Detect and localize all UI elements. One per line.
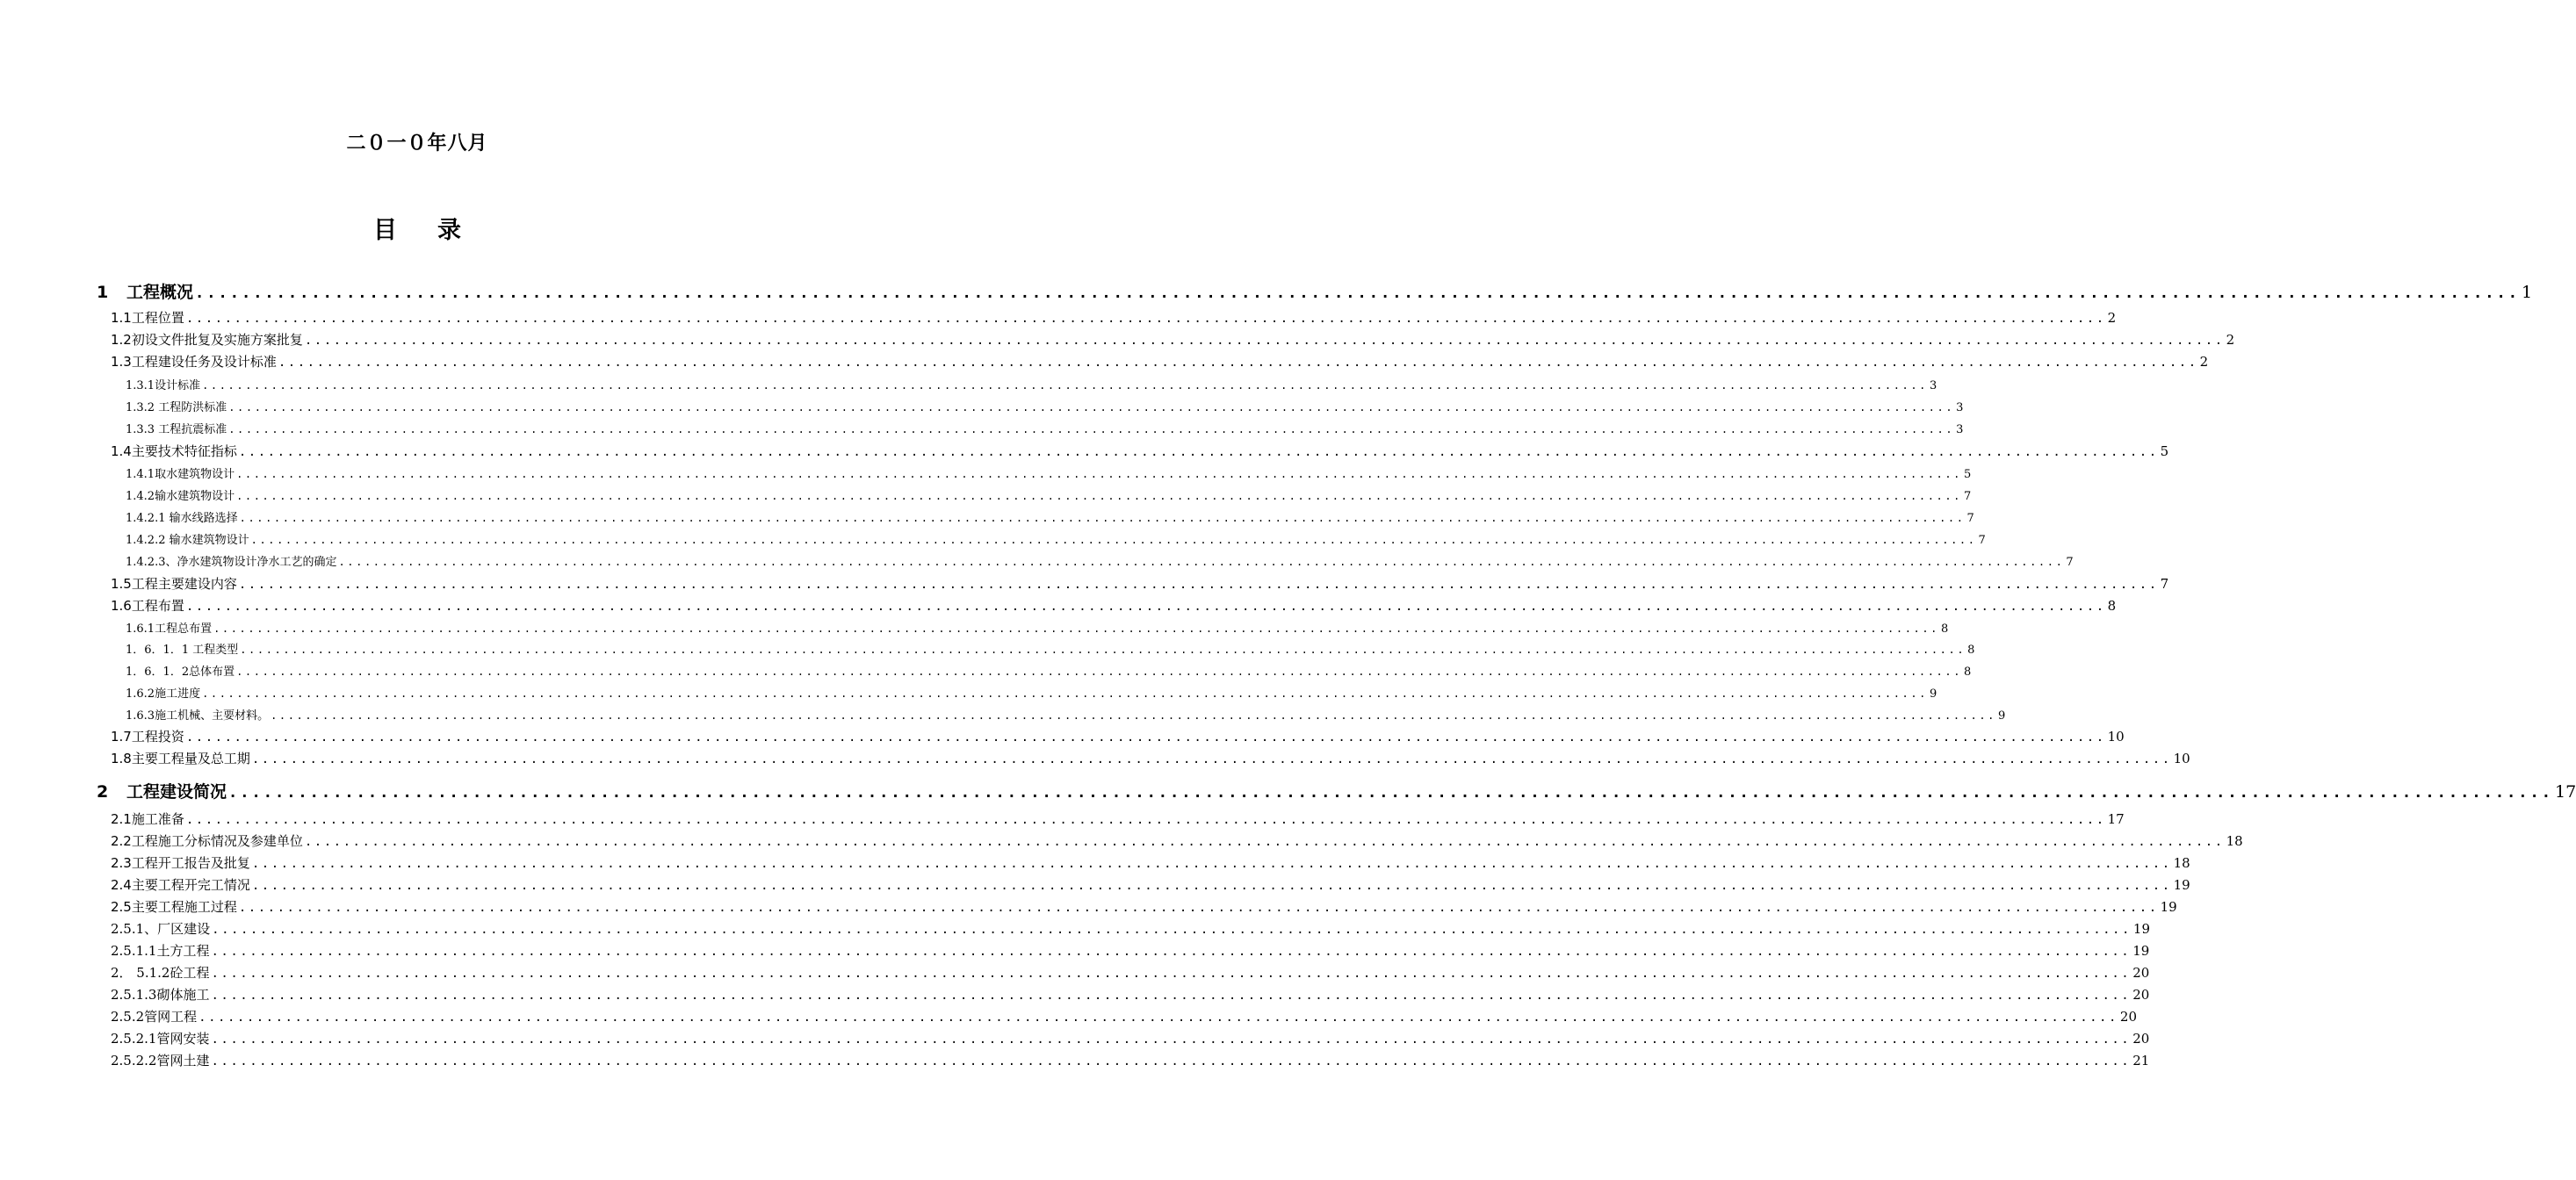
- toc-leader-dots: ........................................................................................................................................................................................................: [185, 813, 2106, 827]
- toc-leader-dots: ........................................................................................................................................................................................................: [211, 989, 2132, 1003]
- document-date: 二０一０年八月: [346, 133, 488, 155]
- toc-entry-page-number: 20: [2132, 1031, 2150, 1047]
- toc-entry-page-number: 8: [1964, 666, 1972, 679]
- toc-entry-number: 1.2: [111, 332, 132, 348]
- toc-entry[interactable]: [126, 552, 2074, 569]
- toc-entry[interactable]: [111, 875, 2190, 894]
- toc-leader-dots: ........................................................................................................................................................................................................: [195, 284, 2520, 302]
- toc-entry-page-number: 2: [2199, 354, 2209, 370]
- toc-entry-page-number: 5: [2160, 443, 2169, 459]
- toc-entry-title: 工程建设简况: [126, 782, 227, 802]
- toc-entry[interactable]: [97, 779, 2576, 802]
- toc-entry-title: 1.4.2.3、净水建筑物设计净水工艺的确定: [126, 556, 337, 569]
- toc-entry-page-number: 21: [2132, 1053, 2150, 1068]
- toc-entry-title: 1.4.2.1 输水线路选择: [126, 512, 238, 525]
- toc-entry-number: 2.1: [111, 811, 132, 827]
- toc-entry-page-number: 10: [2107, 729, 2125, 745]
- toc-entry[interactable]: [111, 831, 2243, 850]
- toc-entry-page-number: 19: [2132, 921, 2151, 937]
- toc-entry[interactable]: [97, 279, 2533, 303]
- toc-leader-dots: ........................................................................................................................................................................................................: [198, 1011, 2118, 1025]
- toc-entry-title: 1.4.1取水建筑物设计: [126, 468, 235, 481]
- toc-entry-page-number: 9: [1998, 709, 2006, 723]
- toc-entry-page-number: 7: [1964, 490, 1972, 503]
- toc-entry[interactable]: [111, 853, 2190, 872]
- toc-entry-page-number: 19: [2132, 943, 2150, 959]
- toc-entry-title: 主要工程施工过程: [131, 899, 237, 915]
- toc-entry-title: 主要工程开完工情况: [131, 877, 250, 893]
- toc-entry[interactable]: [126, 420, 1964, 436]
- toc-leader-dots: ........................................................................................................................................................................................................: [236, 468, 1962, 480]
- toc-entry-title: 2． 5.1.2砼工程: [111, 965, 210, 981]
- toc-entry-title: 1.4.2.2 输水建筑物设计: [126, 534, 249, 547]
- toc-entry-number: 1.4: [111, 443, 132, 459]
- toc-entry[interactable]: [126, 706, 2006, 723]
- toc-entry-title: 施工准备: [131, 811, 184, 827]
- toc-leader-dots: ........................................................................................................................................................................................................: [271, 709, 1996, 722]
- toc-entry-page-number: 18: [2226, 833, 2243, 849]
- toc-entry-title: 主要技术特征指标: [131, 443, 237, 459]
- toc-leader-dots: ........................................................................................................................................................................................................: [202, 379, 1928, 392]
- toc-leader-dots: ........................................................................................................................................................................................................: [211, 1054, 2132, 1068]
- toc-leader-dots: ........................................................................................................................................................................................................: [212, 923, 2132, 937]
- toc-entry-page-number: 7: [1966, 512, 1974, 525]
- toc-entry[interactable]: [126, 398, 1964, 414]
- toc-leader-dots: ........................................................................................................................................................................................................: [211, 1032, 2132, 1047]
- toc-entry-title: 工程投资: [131, 729, 184, 745]
- toc-entry[interactable]: [111, 963, 2150, 982]
- toc-leader-dots: ........................................................................................................................................................................................................: [304, 835, 2225, 849]
- toc-entry[interactable]: [126, 530, 1986, 547]
- toc-entry[interactable]: [111, 727, 2125, 745]
- toc-entry[interactable]: [126, 376, 1937, 392]
- toc-entry-title: 2.5.1、厂区建设: [111, 921, 211, 937]
- toc-leader-dots: ........................................................................................................................................................................................................: [185, 312, 2106, 326]
- toc-entry-title: 1.4.2输水建筑物设计: [126, 490, 235, 503]
- toc-entry-number: 1.3: [111, 354, 132, 370]
- toc-entry-page-number: 7: [2066, 556, 2074, 569]
- toc-entry[interactable]: [111, 308, 2117, 327]
- toc-entry-number: 1.5: [111, 576, 132, 592]
- toc-entry-title: 1．6．1．2总体布置: [126, 666, 235, 679]
- toc-entry[interactable]: [111, 809, 2125, 828]
- toc-entry[interactable]: [111, 596, 2117, 615]
- toc-entry[interactable]: [126, 640, 1975, 657]
- toc-entry-page-number: 7: [1978, 534, 1986, 547]
- toc-entry-title: 工程位置: [131, 310, 184, 326]
- toc-entry[interactable]: [111, 1007, 2138, 1025]
- toc-leader-dots: ........................................................................................................................................................................................................: [228, 423, 1955, 435]
- toc-entry-number: 1: [97, 283, 109, 302]
- toc-entry-page-number: 5: [1964, 468, 1972, 481]
- toc-leader-dots: ........................................................................................................................................................................................................: [185, 600, 2106, 614]
- toc-entry-title: 2.5.2.2管网土建: [111, 1053, 210, 1068]
- toc-entry[interactable]: [126, 508, 1974, 525]
- toc-entry[interactable]: [111, 1029, 2150, 1047]
- toc-heading-char-2: 录: [437, 217, 461, 244]
- toc-entry-page-number: 8: [1967, 644, 1975, 657]
- toc-entry-page-number: 3: [1956, 423, 1964, 436]
- toc-heading: [0, 211, 834, 245]
- toc-leader-dots: ........................................................................................................................................................................................................: [185, 730, 2106, 745]
- toc-entry-page-number: 2: [2107, 310, 2117, 326]
- toc-entry-page-number: 8: [1941, 622, 1949, 636]
- toc-entry[interactable]: [111, 897, 2177, 916]
- toc-entry-number: 2: [97, 782, 109, 802]
- toc-entry[interactable]: [111, 330, 2235, 349]
- toc-leader-dots: ........................................................................................................................................................................................................: [236, 490, 1962, 502]
- toc-leader-dots: ........................................................................................................................................................................................................: [211, 967, 2132, 981]
- toc-leader-dots: ........................................................................................................................................................................................................: [251, 857, 2172, 871]
- toc-entry-title: 主要工程量及总工期: [131, 751, 250, 766]
- toc-entry-number: 2.3: [111, 855, 132, 871]
- toc-entry-title: 工程概况: [126, 283, 194, 302]
- toc-entry[interactable]: [126, 619, 1949, 636]
- toc-leader-dots: ........................................................................................................................................................................................................: [278, 356, 2198, 370]
- toc-entry-number: 1.6: [111, 598, 132, 614]
- toc-entry-title: 工程建设任务及设计标准: [131, 354, 277, 370]
- toc-entry-page-number: 2: [2226, 332, 2235, 348]
- toc-leader-dots: ........................................................................................................................................................................................................: [228, 401, 1955, 414]
- toc-entry-title: 1.6.1工程总布置: [126, 622, 213, 636]
- toc-leader-dots: ........................................................................................................................................................................................................: [211, 945, 2132, 959]
- toc-entry[interactable]: [111, 442, 2169, 460]
- toc-entry[interactable]: [111, 941, 2150, 960]
- toc-entry-page-number: 19: [2160, 899, 2177, 915]
- toc-entry[interactable]: [126, 464, 1972, 481]
- toc-entry[interactable]: [111, 919, 2151, 938]
- toc-entry[interactable]: [111, 574, 2169, 593]
- toc-entry-number: 1.8: [111, 751, 132, 766]
- toc-entry-title: 2.5.2管网工程: [111, 1009, 198, 1025]
- toc-entry-page-number: 20: [2119, 1009, 2138, 1025]
- toc-entry-page-number: 17: [2555, 782, 2576, 802]
- toc-entry-page-number: 20: [2132, 965, 2150, 981]
- toc-entry-title: 1.3.2 工程防洪标准: [126, 401, 227, 414]
- toc-heading-char-1: 目: [373, 217, 397, 244]
- toc-entry-page-number: 10: [2173, 751, 2190, 766]
- toc-entry[interactable]: [126, 662, 1972, 679]
- toc-entry-number: 1.1: [111, 310, 132, 326]
- toc-entry-page-number: 7: [2160, 576, 2169, 592]
- toc-entry-title: 工程施工分标情况及参建单位: [131, 833, 303, 849]
- toc-entry-title: 1．6．1．1 工程类型: [126, 644, 239, 657]
- toc-entry-page-number: 20: [2132, 987, 2150, 1003]
- toc-leader-dots: ........................................................................................................................................................................................................: [239, 512, 1966, 524]
- toc-entry-number: 2.4: [111, 877, 132, 893]
- toc-entry-title: 工程主要建设内容: [131, 576, 237, 592]
- toc-entry-title: 2.5.2.1管网安装: [111, 1031, 210, 1047]
- toc-entry-page-number: 17: [2107, 811, 2125, 827]
- toc-leader-dots: ........................................................................................................................................................................................................: [213, 622, 1939, 635]
- toc-entry[interactable]: [111, 1051, 2150, 1069]
- toc-leader-dots: ........................................................................................................................................................................................................: [202, 687, 1928, 700]
- toc-entry-number: 1.7: [111, 729, 132, 745]
- toc-entry-page-number: 3: [1930, 379, 1937, 392]
- toc-leader-dots: ........................................................................................................................................................................................................: [228, 784, 2553, 802]
- toc-leader-dots: ........................................................................................................................................................................................................: [251, 752, 2172, 766]
- toc-entry-page-number: 19: [2173, 877, 2190, 893]
- toc-entry[interactable]: [111, 985, 2150, 1004]
- toc-leader-dots: ........................................................................................................................................................................................................: [238, 901, 2159, 915]
- toc-entry[interactable]: [111, 749, 2190, 767]
- toc-entry-title: 1.6.2施工进度: [126, 687, 201, 701]
- toc-entry[interactable]: [126, 684, 1937, 701]
- toc-leader-dots: ........................................................................................................................................................................................................: [304, 334, 2225, 348]
- toc-entry-page-number: 3: [1956, 401, 1964, 414]
- toc-entry-title: 2.5.1.1土方工程: [111, 943, 210, 959]
- toc-entry-page-number: 1: [2522, 283, 2533, 302]
- toc-entry-title: 工程开工报告及批复: [131, 855, 250, 871]
- toc-entry-page-number: 18: [2173, 855, 2190, 871]
- toc-entry-title: 2.5.1.3砌体施工: [111, 987, 210, 1003]
- toc-entry-title: 初设文件批复及实施方案批复: [131, 332, 303, 348]
- toc-leader-dots: ........................................................................................................................................................................................................: [238, 445, 2159, 459]
- toc-entry-number: 2.2: [111, 833, 132, 849]
- toc-leader-dots: ........................................................................................................................................................................................................: [251, 879, 2172, 893]
- toc-entry[interactable]: [126, 486, 1972, 503]
- toc-leader-dots: ........................................................................................................................................................................................................: [236, 666, 1963, 678]
- toc-entry[interactable]: [111, 352, 2209, 371]
- toc-entry-page-number: 8: [2107, 598, 2117, 614]
- toc-entry-title: 工程布置: [131, 598, 184, 614]
- toc-entry-page-number: 9: [1930, 687, 1937, 701]
- toc-entry-number: 2.5: [111, 899, 132, 915]
- toc-leader-dots: ........................................................................................................................................................................................................: [250, 534, 1977, 546]
- toc-entry-title: 1.3.1设计标准: [126, 379, 201, 392]
- toc-leader-dots: ........................................................................................................................................................................................................: [240, 644, 1966, 656]
- toc-leader-dots: ........................................................................................................................................................................................................: [338, 556, 2065, 568]
- toc-leader-dots: ........................................................................................................................................................................................................: [238, 578, 2159, 592]
- toc-entry-title: 1.3.3 工程抗震标准: [126, 423, 227, 436]
- toc-entry-title: 1.6.3施工机械、主要材料。: [126, 709, 270, 723]
